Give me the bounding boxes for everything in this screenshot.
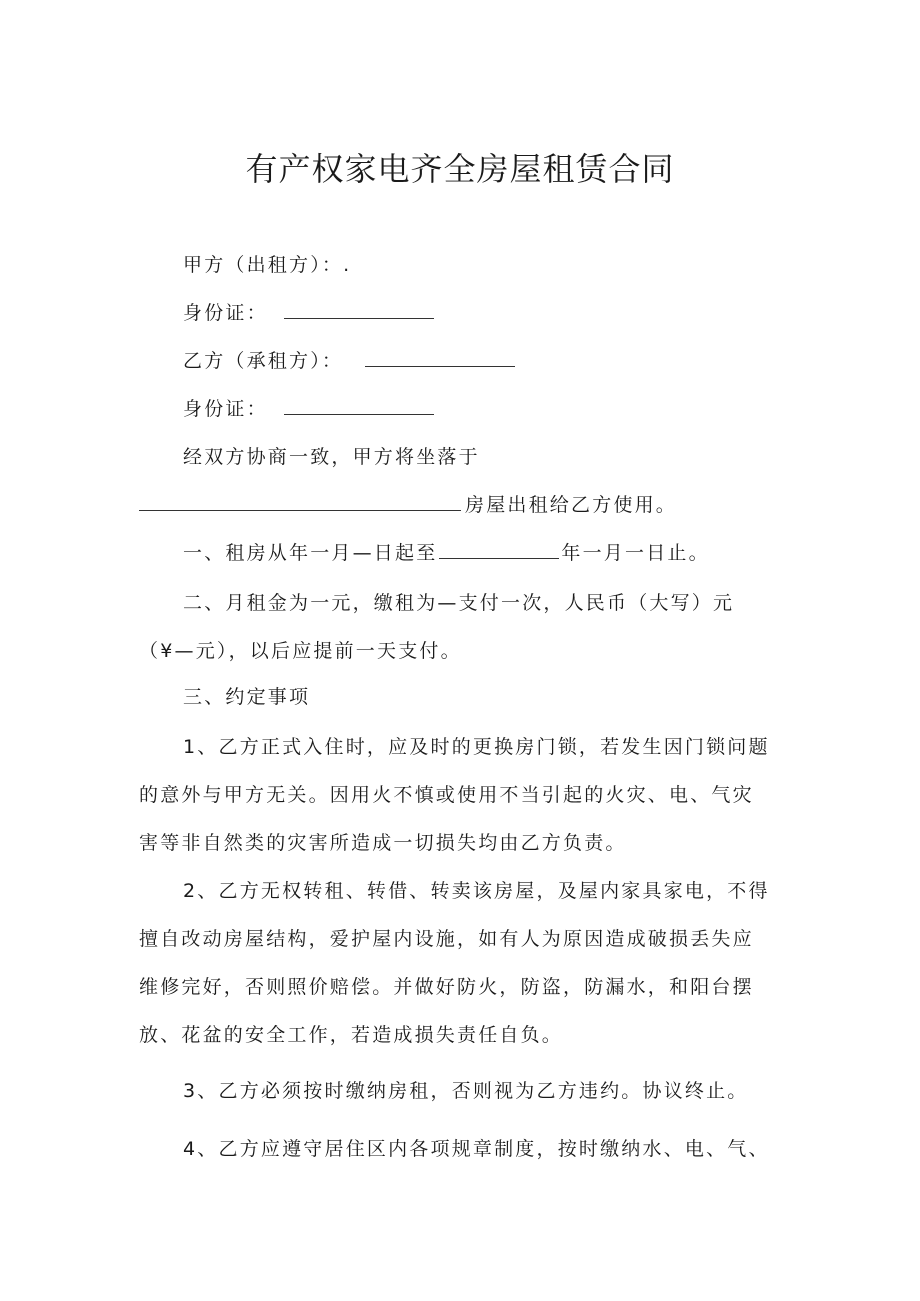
id-b-label: 身份证：: [183, 398, 268, 420]
party-b-blank: [365, 352, 515, 367]
intro-line-2: [139, 496, 799, 515]
intro-line-1: 经双方协商一致，甲方将坐落于: [183, 446, 480, 468]
item-4-line-1: 4、乙方应遵守居住区内各项规章制度，按时缴纳水、电、气、: [183, 1138, 770, 1160]
item-2-line-1: 2、乙方无权转租、转借、转卖该房屋，及屋内家具家电，不得: [183, 880, 770, 902]
id-a-blank: [284, 304, 434, 319]
item-2-line-3: 维修完好，否则照价赔偿。并做好防火，防盗，防漏水，和阳台摆: [139, 976, 754, 998]
id-b-line: [183, 400, 843, 419]
party-b-label: 乙方（承租方）：: [183, 350, 344, 372]
party-b-line: [183, 352, 843, 371]
id-a-line: [183, 304, 843, 323]
clause-1-end: 年一月一日止。: [561, 542, 710, 564]
clause-1-line: [183, 544, 843, 563]
intro-line-2-text: 房屋出租给乙方使用。: [465, 494, 678, 516]
item-2-line-4: 放、花盆的安全工作，若造成损失责任自负。: [139, 1024, 564, 1046]
party-a-line: [183, 256, 843, 275]
id-a-label: 身份证：: [183, 302, 268, 324]
item-1-line-3: 害等非自然类的灾害所造成一切损失均由乙方负责。: [139, 832, 627, 854]
item-2-line-2: 擅自改动房屋结构，爱护屋内设施，如有人为原因造成破损丢失应: [139, 928, 754, 950]
item-1-line-2: 的意外与甲方无关。因用火不慎或使用不当引起的火灾、电、气灾: [139, 784, 754, 806]
end-date-blank: [439, 544, 559, 559]
item-3-line-1: 3、乙方必须按时缴纳房租，否则视为乙方违约。协议终止。: [183, 1080, 749, 1102]
item-1-line-1: 1、乙方正式入住时，应及时的更换房门锁，若发生因门锁问题: [183, 736, 770, 758]
id-b-blank: [284, 400, 434, 415]
clause-3-heading: 三、约定事项: [183, 686, 311, 708]
document-title: 有产权家电齐全房屋租赁合同: [245, 150, 675, 188]
address-blank: [139, 496, 461, 511]
clause-2-line-2: （¥—元），以后应提前一天支付。: [139, 640, 462, 662]
clause-1-start: 一、租房从年一月—日起至: [183, 542, 438, 564]
party-a-label: 甲方（出租方）：.: [183, 254, 352, 276]
clause-2-line-1: 二、月租金为一元，缴租为—支付一次，人民币（大写）元: [183, 592, 735, 614]
